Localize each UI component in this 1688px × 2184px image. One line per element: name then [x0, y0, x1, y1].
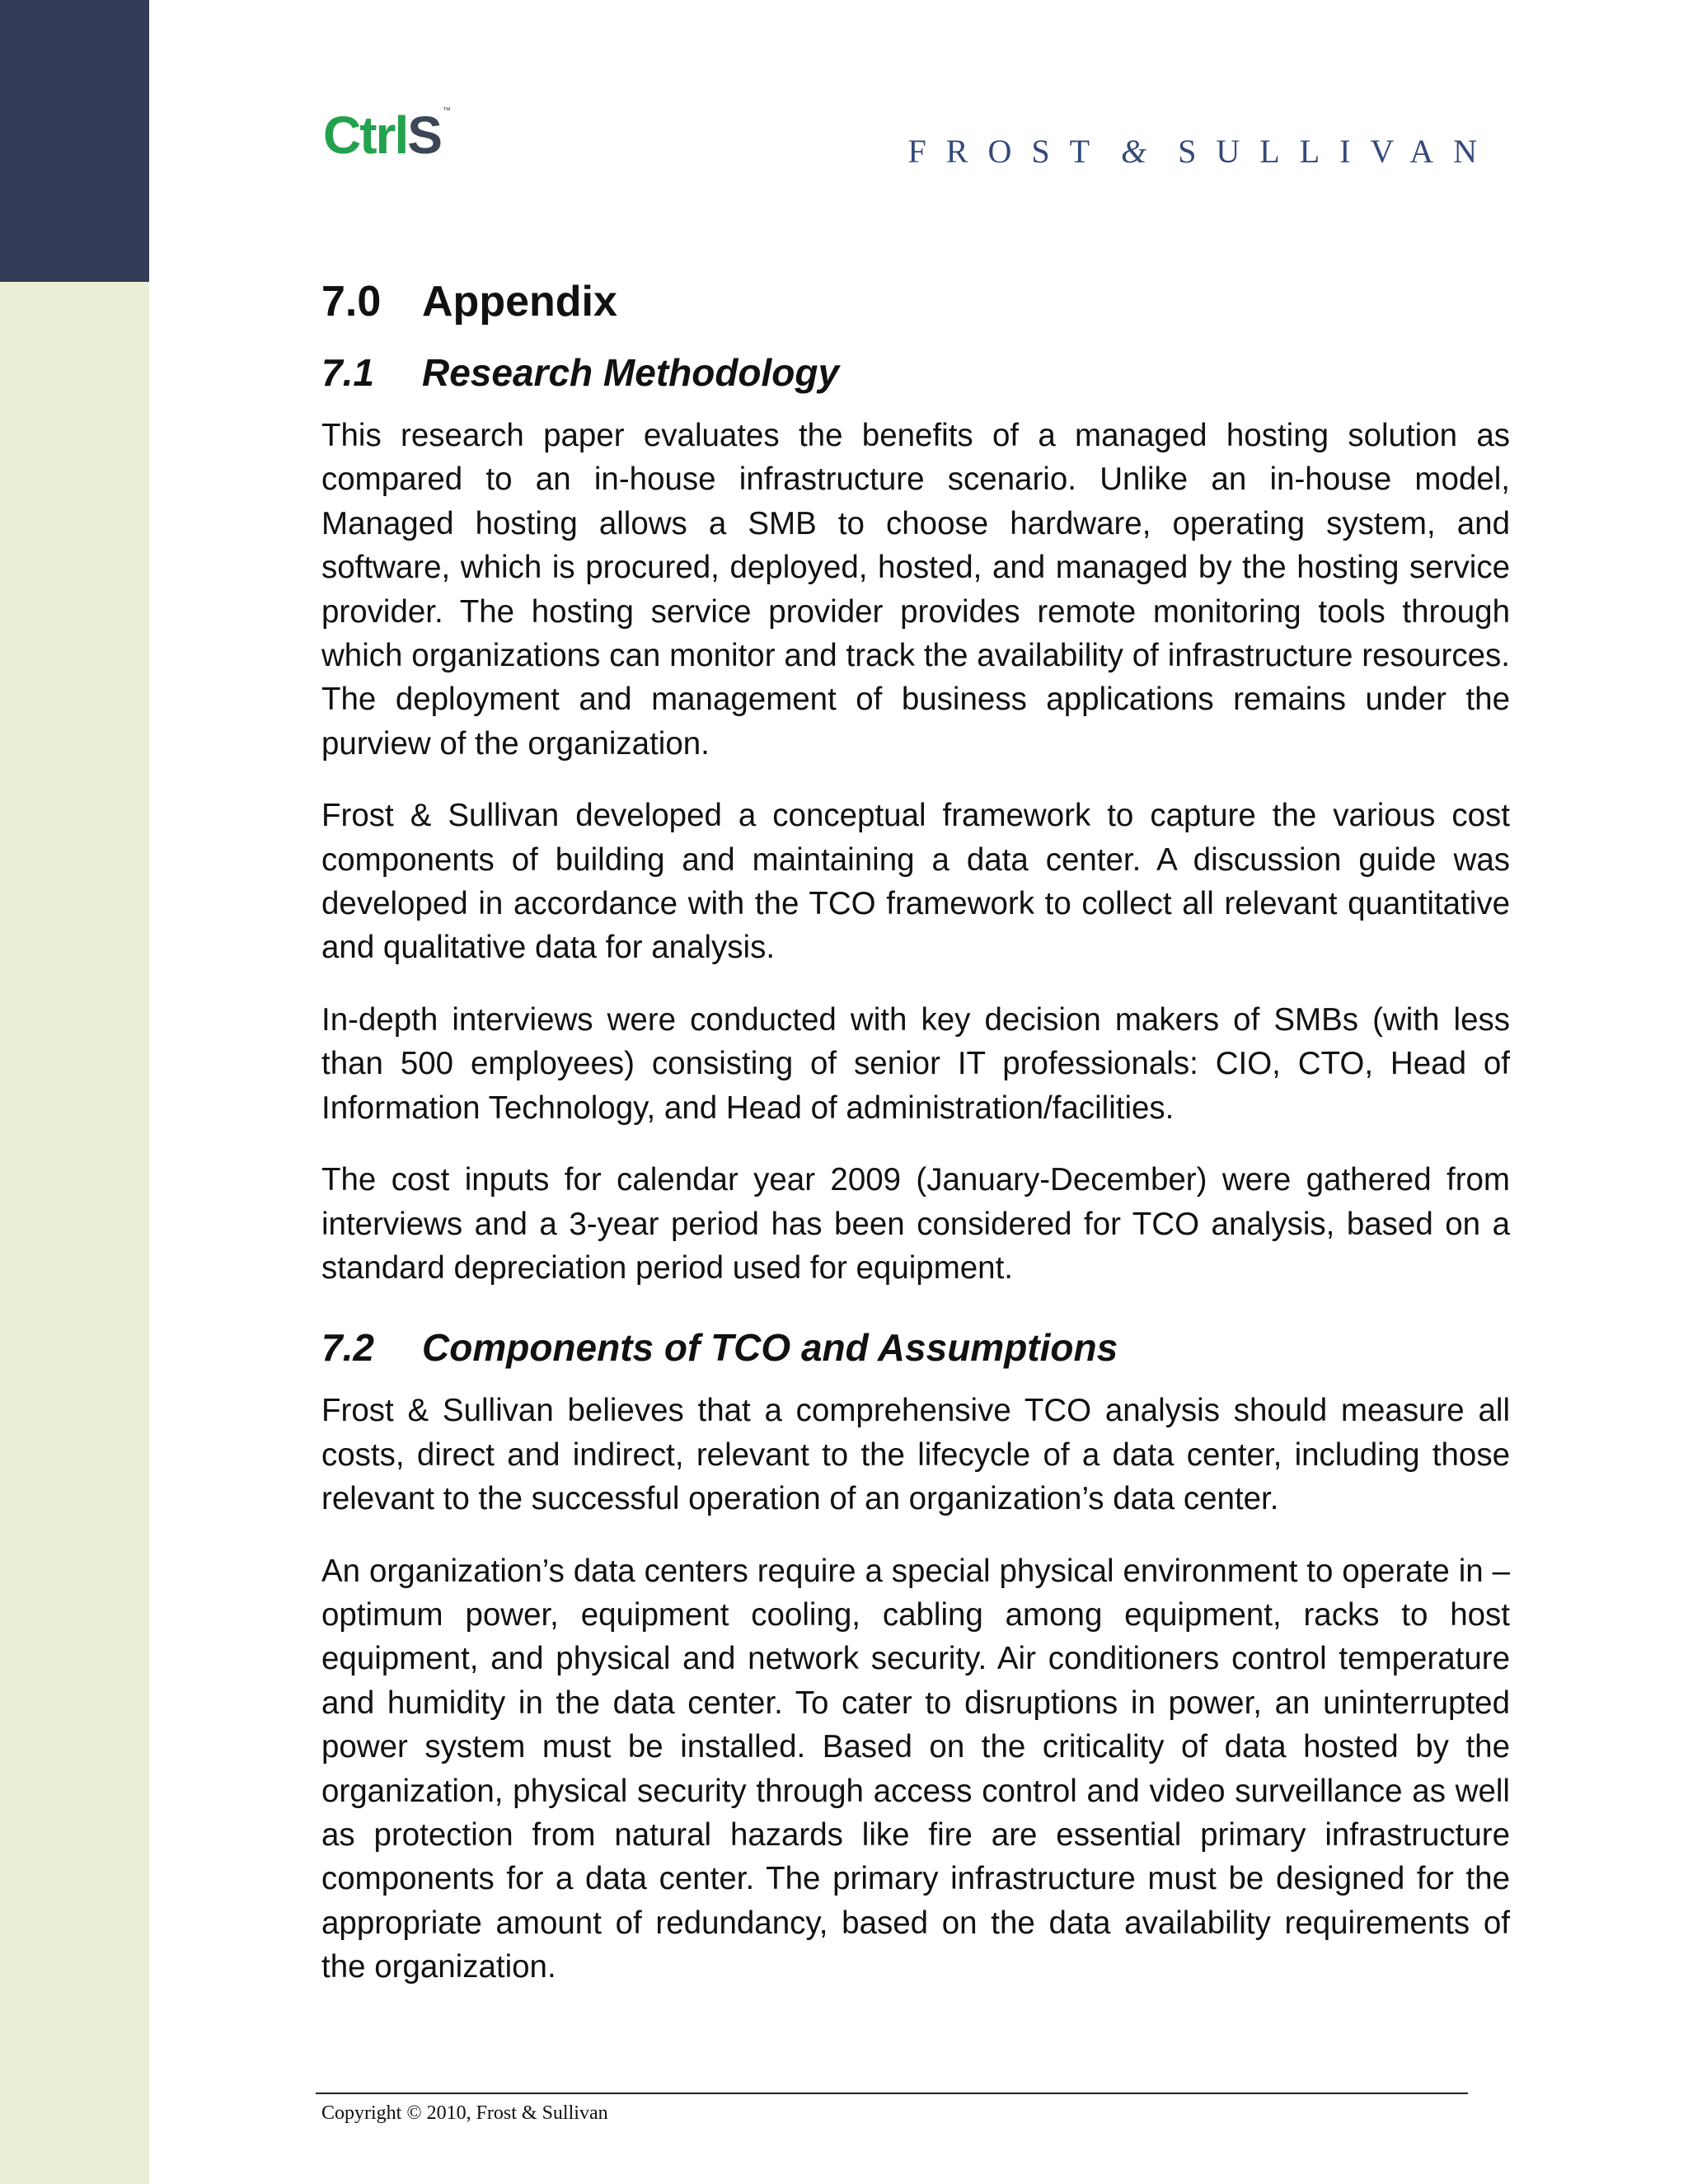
frost-sullivan-logo-right: SULLIVAN [1178, 133, 1497, 170]
sidebar-block [0, 0, 149, 282]
sidebar-band [0, 0, 149, 2184]
paragraph: Frost & Sullivan developed a conceptual framework to capture the various cost components of building and maintaining a data center. A discussion guide was developed in accordance with the TCO framework to collect all relevant quantitative and qualitative data for analysis. [321, 798, 1510, 966]
paragraph: An organization’s data centers require a special physical environment to operate in – optimum power, equipment cooling, cabling among equipment, racks to host equipment, and physical and network security. Air conditioners control temperature and humidity in the data center. To cater to disruptions in power, an uninterrupted power system must be installed. Based on the criticality of data hosted by the organization, physical security through access control and video surveillance as well as protection from natural hazards like fire are essential primary infrastructure components for a data center. The primary infrastructure must be designed for the appropriate amount of redundancy, based on the data availability requirements of the organization. [321, 1553, 1510, 1985]
subsection-title: Components of TCO and Assumptions [422, 1326, 1118, 1370]
ctrls-logo-ctrl: Ctrl [323, 105, 408, 165]
ctrls-logo [323, 102, 449, 168]
paragraph: In-depth interviews were conducted with key decision makers of SMBs (with less than 500 employees) consisting of senior IT professionals: CIO, CTO, Head of Information Technology, and Head of administration/facilities. [321, 1001, 1510, 1126]
frost-sullivan-logo-left: FROST [907, 133, 1110, 170]
section-title: Appendix [422, 278, 617, 326]
frost-sullivan-logo [908, 130, 1497, 173]
ctrls-logo-tm: ™ [442, 106, 449, 115]
footer-divider [316, 2093, 1468, 2094]
frost-sullivan-logo-amp: & [1121, 133, 1167, 170]
paragraph: Frost & Sullivan believes that a comprehensive TCO analysis should measure all costs, direct and indirect, relevant to the lifecycle of a data center, including those relevant to the successful operation of an organization’s data center. [321, 1393, 1510, 1517]
subsection-title: Research Methodology [422, 351, 840, 394]
subsection-number: 7.2 [321, 1326, 374, 1370]
subsection-heading-research-methodology [321, 343, 1510, 402]
paragraph: The cost inputs for calendar year 2009 (January-December) were gathered from interviews and a 3-year period has been considered for TCO analysis, based on a standard depreciation period used for equipment. [321, 1162, 1510, 1286]
subsection-number: 7.1 [321, 351, 374, 394]
subsection-heading-tco-components [321, 1318, 1510, 1377]
paragraph: This research paper evaluates the benefits of a managed hosting solution as compared to an in-house infrastructure scenario. Unlike an in-house model, Managed hosting allows a SMB to choose hardware, operating system, and software, which is procured, deployed, hosted, and managed by the hosting service provider. The hosting service provider provides remote monitoring tools through which organizations can monitor and track the availability of infrastructure resources. The deployment and management of business applications remains under the purview of the organization. [321, 418, 1510, 762]
section-number: 7.0 [321, 278, 382, 326]
ctrls-logo-s: S [407, 105, 441, 165]
section-heading [321, 269, 1510, 335]
document-body [321, 269, 1510, 2018]
footer-copyright: Copyright © 2010, Frost & Sullivan [321, 2102, 608, 2124]
